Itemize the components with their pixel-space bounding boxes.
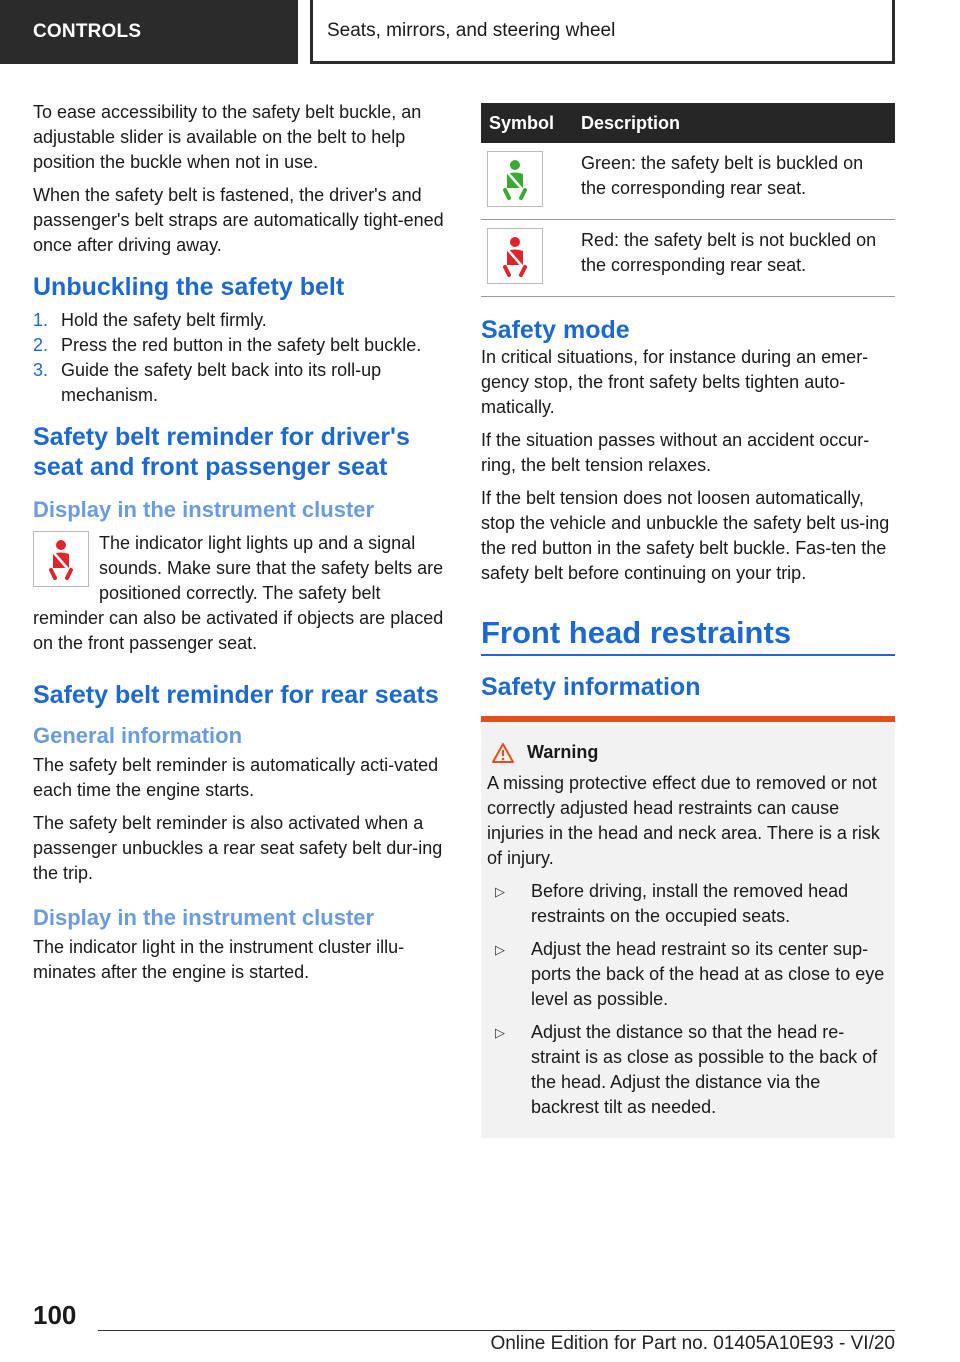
warning-bullets xyxy=(487,879,887,1120)
footer-divider xyxy=(98,1330,895,1331)
bullet-marker: ▷ xyxy=(495,884,505,899)
list-item: ▷ Adjust the head restraint so its center sup-ports the back of the head at as close to eye level as possible. xyxy=(487,937,887,1012)
col-description-header: Description xyxy=(573,103,895,143)
warning-box xyxy=(481,716,895,1138)
right-column xyxy=(481,103,895,1138)
step-item: 3. Guide the safety belt back into its roll-up mechanism. xyxy=(33,360,382,405)
list-item: ▷ Adjust the distance so that the head re-straint is as close as possible to the back of the head. Adjust the distance via the backrest tilt as needed. xyxy=(487,1020,887,1120)
reminder-rear-heading: Safety belt reminder for rear seats xyxy=(33,681,439,709)
footer-edition: Online Edition for Part no. 01405A10E93 - VI/20 xyxy=(490,1333,895,1354)
step-item: 1. Hold the safety belt firmly. xyxy=(33,310,267,330)
bullet-marker: ▷ xyxy=(495,1025,505,1040)
bullet-marker: ▷ xyxy=(495,942,505,957)
safety-mode-heading: Safety mode xyxy=(481,316,630,344)
row-description: Green: the safety belt is buckled on the corresponding rear seat. xyxy=(573,143,895,220)
table-row xyxy=(481,143,895,220)
row-description: Red: the safety belt is not buckled on the corresponding rear seat. xyxy=(573,220,895,297)
general-heading: General information xyxy=(33,723,243,748)
safety-info-heading: Safety information xyxy=(481,673,701,701)
safety-mode-paragraph-3: If the belt tension does not loosen automatically, stop the vehicle and unbuckle the safety belt us-ing the red button in the safety belt buckle. Fas-ten the safety belt before continuing on your trip. xyxy=(481,488,890,583)
warning-title xyxy=(487,740,887,765)
front-indicator-block xyxy=(33,531,445,656)
seatbelt-red-icon xyxy=(487,228,543,284)
warning-icon xyxy=(491,742,515,764)
display-heading-1: Display in the instrument cluster xyxy=(33,497,375,522)
warning-title-label: Warning xyxy=(527,742,599,762)
symbol-table xyxy=(481,103,895,297)
table-header-row xyxy=(481,103,895,143)
seatbelt-green-icon xyxy=(487,151,543,207)
section-divider xyxy=(481,654,895,656)
intro-paragraph-2: When the safety belt is fastened, the driver's and passenger's belt straps are automatically tight-ened once after driving away. xyxy=(33,185,444,255)
page-number: 100 xyxy=(33,1300,77,1330)
display-text-1: The indicator light lights up and a signal sounds. Make sure that the safety belts are positioned correctly. The safety belt reminder can also be activated if objects are placed on the front passenger seat. xyxy=(33,533,444,653)
header-section-label: CONTROLS xyxy=(33,21,142,42)
table-row xyxy=(481,220,895,297)
header-section xyxy=(0,0,298,64)
general-paragraph-2: The safety belt reminder is also activated when a passenger unbuckles a rear seat safety belt dur-ing the trip. xyxy=(33,813,443,883)
step-item: 2. Press the red button in the safety belt buckle. xyxy=(33,335,422,355)
reminder-front-heading: Safety belt reminder for driver's seat and front passenger seat xyxy=(33,423,410,481)
intro-paragraph-1: To ease accessibility to the safety belt buckle, an adjustable slider is available on the belt to help position the buckle when not in use. xyxy=(33,102,422,172)
header-chapter-label: Seats, mirrors, and steering wheel xyxy=(327,19,616,41)
unbuckle-heading: Unbuckling the safety belt xyxy=(33,273,345,301)
header-chapter xyxy=(310,0,895,64)
seatbelt-red-icon xyxy=(33,531,89,587)
left-column xyxy=(33,100,445,993)
head-restraints-heading: Front head restraints xyxy=(481,615,792,650)
display-heading-2: Display in the instrument cluster xyxy=(33,905,375,930)
unbuckle-steps xyxy=(33,308,445,408)
safety-mode-paragraph-1: In critical situations, for instance during an emer-gency stop, the front safety belts tighten auto-matically. xyxy=(481,347,869,417)
col-symbol-header: Symbol xyxy=(481,103,573,143)
display-text-2: The indicator light in the instrument cluster illu-minates after the engine is started. xyxy=(33,937,405,982)
warning-text: A missing protective effect due to removed or not correctly adjusted head restraints can cause injuries in the head and neck area. There is a risk of injury. xyxy=(487,773,880,868)
safety-mode-paragraph-2: If the situation passes without an accident occur-ring, the belt tension relaxes. xyxy=(481,430,870,475)
general-paragraph-1: The safety belt reminder is automatically acti-vated each time the engine starts. xyxy=(33,755,439,800)
list-item: ▷ Before driving, install the removed head restraints on the occupied seats. xyxy=(487,879,887,929)
